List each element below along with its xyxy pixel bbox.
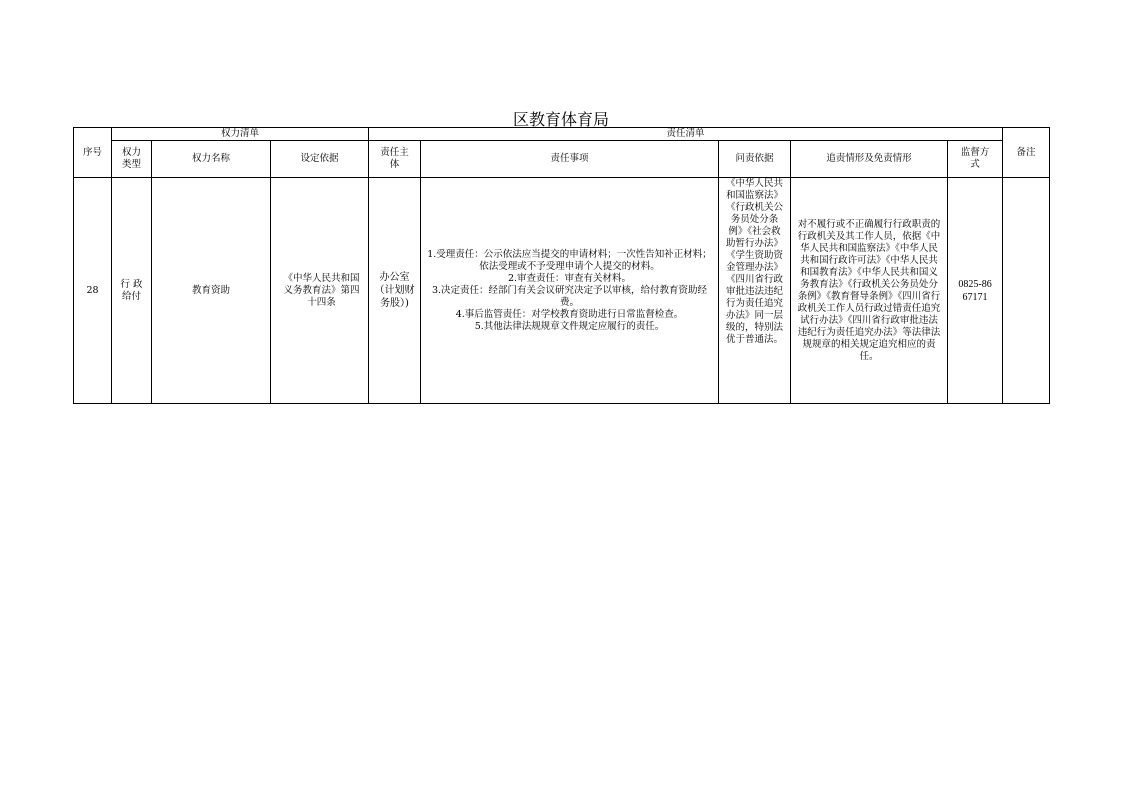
header-group-power: 权力清单 (112, 128, 369, 141)
header-liability: 追责情形及免责情形 (791, 141, 948, 178)
row-subject-text: 办公室（计划财务股）) (374, 272, 415, 309)
row-power-type-text: 行 政 给付 (120, 278, 143, 302)
page-title: 区教育体育局 (512, 110, 609, 129)
row-power-name-text: 教育资助 (191, 284, 230, 296)
row-accountability-basis (719, 178, 791, 404)
row-liability (791, 178, 948, 404)
header-power-type: 权力 类型 (112, 141, 152, 178)
row-supervision-text: 0825-86 67171 (958, 278, 992, 303)
row-items-text: 1.受理责任：公示依法应当提交的申请材料；一次性告知补正材料；依法受理或不予受理申请个人提交的材料。 2.审查责任：审查有关材料。 3.决定责任：经部门有关会议研究决定予以审核，给付教育资助经费。 4.事后监管责任：对学校教育资助进行日常监督检查。 5.其他法律法规规章文件规定应履行的责任。 (427, 248, 712, 332)
header-no: 序号 (74, 128, 112, 178)
header-power-name: 权力名称 (152, 141, 271, 178)
header-group-row (74, 128, 1050, 141)
responsibility-table (73, 127, 1050, 404)
header-column-row (74, 141, 1050, 178)
row-accountability-basis-text: 《中华人民共和国监察法》《行政机关公务员处分条例》《社会救助暂行办法》《学生资助资金管理办法》《四川省行政审批违法违纪行为责任追究办法》同一层级的，特别法优于普通法。 (726, 178, 784, 345)
row-items (421, 178, 719, 404)
header-supervision: 监督方 式 (948, 141, 1003, 178)
header-accountability-basis: 问责依据 (719, 141, 791, 178)
header-remark: 备注 (1003, 128, 1050, 178)
header-subject: 责任主 体 (369, 141, 421, 178)
row-power-name (152, 178, 271, 404)
header-group-responsibility: 责任清单 (369, 128, 1003, 141)
row-remark (1003, 178, 1050, 404)
header-items: 责任事项 (421, 141, 719, 178)
row-no: 28 (74, 178, 112, 404)
row-subject (369, 178, 421, 404)
header-basis: 设定依据 (271, 141, 369, 178)
row-basis (271, 178, 369, 404)
row-basis-text: 《中华人民共和国义务教育法》第四十四条 (283, 272, 360, 308)
row-liability-text: 对不履行或不正确履行行政职责的行政机关及其工作人员，依据《中华人民共和国监察法》《中华人民共和国行政许可法》《中华人民共和国教育法》《中华人民共和国义务教育法》《行政机关公务员处分条例》《教育督导条例》《四川省行政机关工作人员行政过错责任追究试行办法》《四川省行政审批违法违纪行为责任追究办法》等法律法规规章的相关规定追究相应的责任。 (797, 218, 941, 362)
row-supervision (948, 178, 1003, 404)
table-row (74, 178, 1050, 404)
row-power-type (112, 178, 152, 404)
